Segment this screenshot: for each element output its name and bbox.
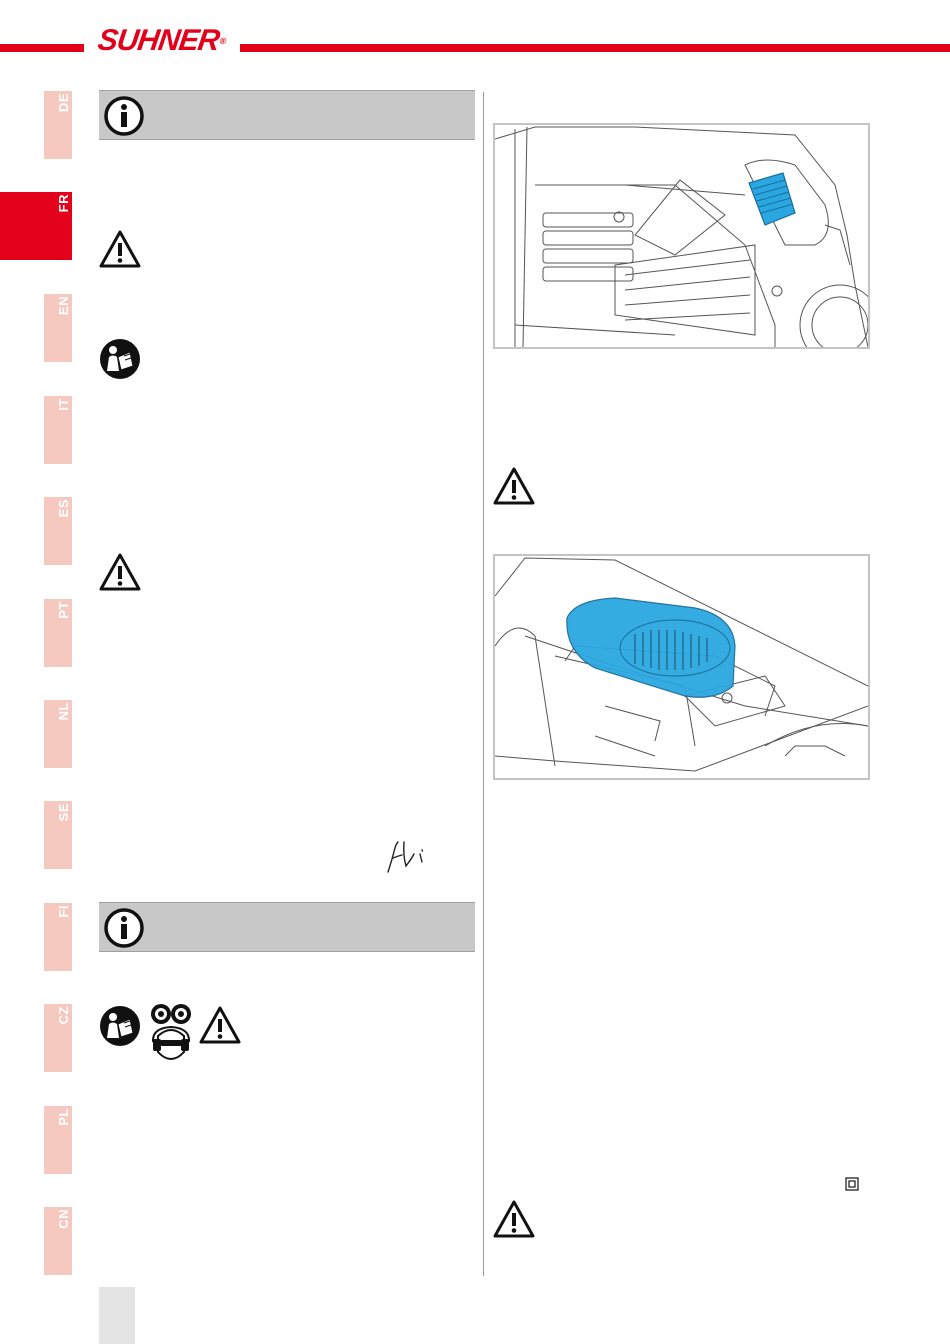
header-bar-left bbox=[0, 44, 84, 52]
double-insulation-icon bbox=[845, 1177, 859, 1191]
signature bbox=[382, 836, 438, 876]
lang-tab-es[interactable]: ES bbox=[44, 497, 72, 565]
header-bar-right bbox=[240, 44, 950, 52]
figure-tool-switch bbox=[493, 123, 870, 349]
lang-tab-de[interactable]: DE bbox=[44, 91, 72, 159]
figure-tool-paddle bbox=[493, 554, 870, 780]
tool-switch-illustration bbox=[495, 125, 868, 347]
warning-triangle-icon bbox=[492, 1199, 536, 1239]
lang-tab-en[interactable]: EN bbox=[44, 294, 72, 362]
read-manual-icon bbox=[99, 1005, 141, 1047]
lang-tab-se[interactable]: SE bbox=[44, 801, 72, 869]
warning-triangle-icon bbox=[492, 466, 536, 506]
tool-paddle-illustration bbox=[495, 556, 868, 778]
column-divider bbox=[483, 92, 484, 1276]
info-icon bbox=[103, 95, 145, 137]
warning-triangle-icon bbox=[198, 1005, 242, 1045]
info-header-bar-1 bbox=[99, 90, 475, 140]
lang-tab-fi[interactable]: FI bbox=[44, 903, 72, 971]
lang-tab-pt[interactable]: PT bbox=[44, 599, 72, 667]
lang-tab-nl[interactable]: NL bbox=[44, 700, 72, 768]
info-icon bbox=[103, 907, 145, 949]
suhner-logo: SUHNER® bbox=[95, 24, 228, 57]
info-header-bar-2 bbox=[99, 902, 475, 952]
warning-triangle-icon bbox=[98, 552, 142, 592]
lang-tab-cn[interactable]: CN bbox=[44, 1207, 72, 1275]
read-manual-icon bbox=[99, 338, 141, 380]
page-number-block bbox=[99, 1287, 135, 1344]
warning-triangle-icon bbox=[98, 229, 142, 269]
lang-tab-pl[interactable]: PL bbox=[44, 1106, 72, 1174]
lang-tab-it[interactable]: IT bbox=[44, 396, 72, 464]
eye-ear-protection-icon bbox=[146, 1002, 196, 1066]
lang-tab-fr[interactable]: FR bbox=[0, 192, 72, 260]
lang-tab-cz[interactable]: CZ bbox=[44, 1004, 72, 1072]
